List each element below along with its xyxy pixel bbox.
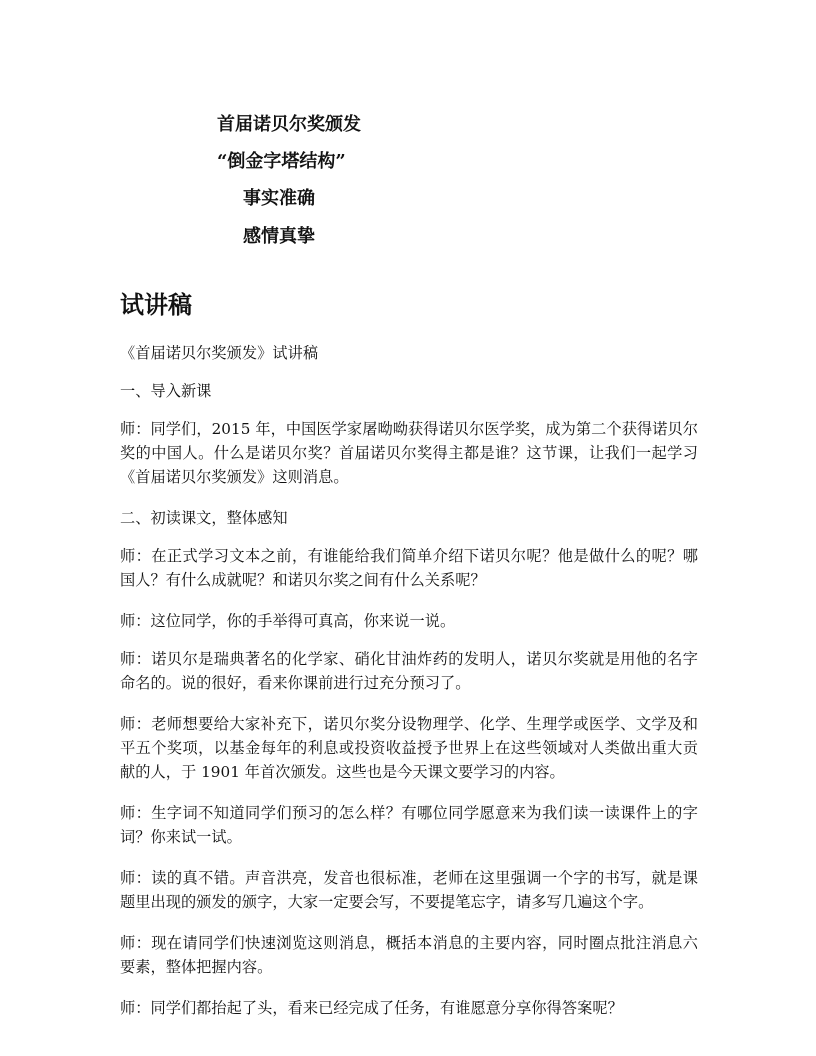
doc-title-line: 《首届诺贝尔奖颁发》试讲稿 (120, 344, 319, 362)
paragraph: 师：同学们都抬起了头，看来已经完成了任务，有谁愿意分享你得答案呢？ (120, 999, 623, 1017)
body-text (120, 341, 698, 1037)
paragraph: 师：在正式学习文本之前，有谁能给我们简单介绍下诺贝尔呢？他是做什么的呢？哪国人？有什么成就呢？和诺贝尔奖之间有什么关系呢？ (120, 547, 698, 589)
paragraph: 师：读的真不错。声音洪亮，发音也很标准，老师在这里强调一个字的书写，就是课题里出现的颁发的颁字，大家一定要会写，不要提笔忘字，请多写几遍这个字。 (120, 869, 698, 911)
page-heading: 试讲稿 (120, 291, 192, 319)
blackboard-structure: “倒金字塔结构” (217, 151, 346, 172)
paragraph: 师：这位同学，你的手举得可真高，你来说一说。 (120, 612, 456, 630)
section-heading-reading: 二、初读课文，整体感知 (120, 509, 288, 527)
blackboard-point-sincere: 感情真挚 (243, 226, 315, 247)
paragraph: 师：同学们，2015 年，中国医学家屠呦呦获得诺贝尔医学奖，成为第二个获得诺贝尔奖的中国人。什么是诺贝尔奖？首届诺贝尔奖得主都是谁？这节课，让我们一起学习《首届诺贝尔奖颁发》这则消息。 (120, 420, 698, 486)
paragraph: 师：诺贝尔是瑞典著名的化学家、硝化甘油炸药的发明人，诺贝尔奖就是用他的名字命名的。说的很好，看来你课前进行过充分预习了。 (120, 650, 698, 692)
blackboard-point-accurate: 事实准确 (243, 188, 315, 209)
paragraph: 师：老师想要给大家补充下，诺贝尔奖分设物理学、化学、生理学或医学、文学及和平五个奖项，以基金每年的利息或投资收益授予世界上在这些领域对人类做出重大贡献的人，于 1901 年首次颁发。这些也是今天课文要学习的内容。 (120, 715, 698, 781)
paragraph: 师：现在请同学们快速浏览这则消息，概括本消息的主要内容，同时圈点批注消息六要素，整体把握内容。 (120, 934, 698, 976)
blackboard-title: 首届诺贝尔奖颁发 (217, 114, 361, 135)
paragraph: 师：生字词不知道同学们预习的怎么样？有哪位同学愿意来为我们读一读课件上的字词？你来试一试。 (120, 804, 698, 846)
section-heading-intro: 一、导入新课 (120, 382, 212, 400)
